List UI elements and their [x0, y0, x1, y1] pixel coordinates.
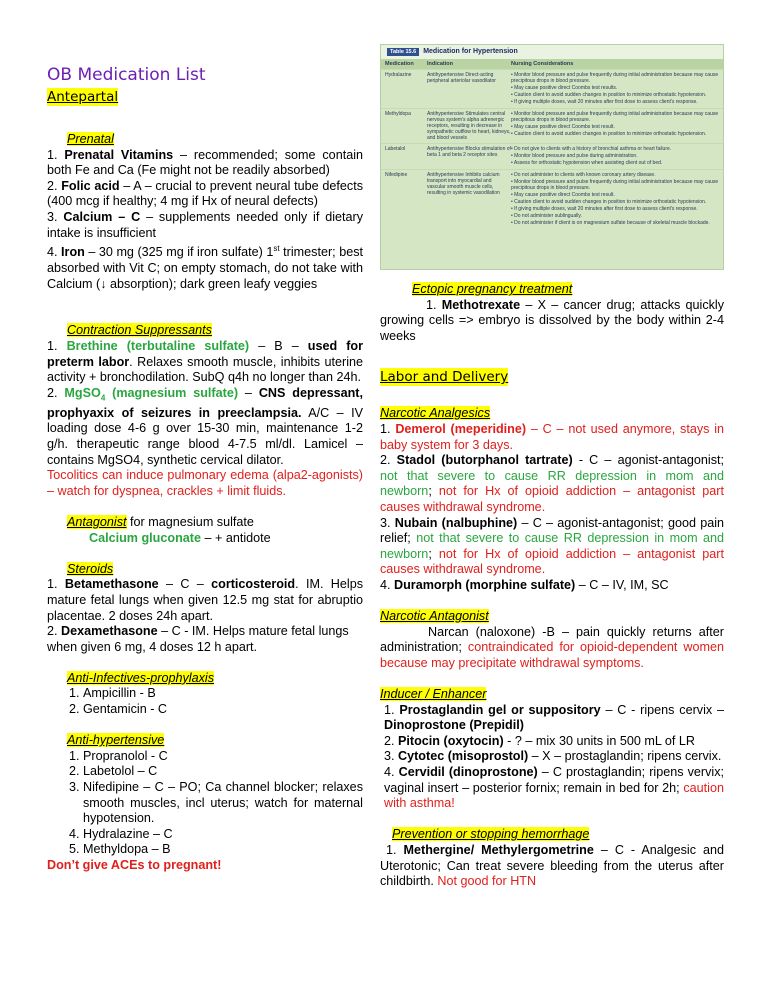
- list-item: 5. Methyldopa – B: [83, 842, 363, 858]
- steroids-item-2: 2. Dexamethasone – C - IM. Helps mature fetal lungs when given 6 mg, 4 doses 12 h apart.: [47, 624, 349, 654]
- inducer-item-4: 4. Cervidil (dinoprostone) – C prostaglandin; ripens vervix; vaginal insert – posterior fornix; remain in bed for 2h; caution with asthma!: [384, 765, 724, 811]
- inducer-item-3: 3. Cytotec (misoprostol) – X – prostaglandin; ripens cervix.: [384, 749, 722, 764]
- header-narcotic-antagonist: Narcotic Antagonist: [380, 609, 489, 624]
- section-antepartal: Antepartal: [47, 89, 119, 105]
- prenatal-item-3: 3. Calcium – C – supplements needed only if dietary intake is insufficient: [47, 209, 363, 240]
- contraction-item-1: 1. Brethine (terbutaline sulfate) – B – used for preterm labor. Relaxes smooth muscle, inhibits uterine activity + bronchodilation. SubQ q4h no longer than 24h.: [47, 338, 364, 385]
- list-item: 2. Gentamicin - C: [83, 702, 363, 718]
- narcotic-item-3: 3. Nubain (nalbuphine) – C – agonist-antagonist; good pain relief; not that severe to cause RR depression in mom and newborn; not for Hx of opioid addiction – antagonist part causes withdrawal syndrome.: [380, 515, 725, 577]
- header-narcotic: Narcotic Analgesics: [380, 406, 491, 421]
- steroids-item-1: 1. Betamethasone – C – corticosteroid. IM. Helps mature fetal lungs when given 12.5 mg stat for abruptio placentae. 2 doses 24h apart.: [47, 577, 363, 623]
- list-item: 1. Propranolol - C: [83, 749, 363, 765]
- tocolytics-warning: Tocolitics can induce pulmonary edema (alpa2-agonists) – watch for dyspnea, crackles + limit fluids.: [47, 468, 363, 498]
- header-anti-infectives: Anti-Infectives-prophylaxis: [67, 670, 214, 685]
- antagonist-item: Calcium gluconate – + antidote: [89, 530, 271, 545]
- list-item: 3. Nifedipine – C – PO; Ca channel blocker; relaxes smooth muscles, incl uterus; watch for maternal hypotension.: [83, 780, 363, 827]
- header-steroids: Steroids: [67, 561, 114, 576]
- narcotic-item-1: 1. Demerol (meperidine) – C – not used anymore, stays in baby system for 3 days.: [380, 421, 725, 452]
- section-labor-delivery: Labor and Delivery: [380, 369, 509, 386]
- header-hemorrhage: Prevention or stopping hemorrhage: [392, 827, 590, 842]
- prenatal-item-1: 1. Prenatal Vitamins – recommended; some contain both Fe and Ca (Fe might not be readily absorbed): [47, 147, 363, 178]
- right-column: [380, 44, 724, 890]
- prenatal-item-2: 2. Folic acid – A – crucial to prevent neural tube defects (400 mcg if healthy; 4 mg if Hx of neural defects): [47, 178, 364, 209]
- left-column: [47, 64, 363, 874]
- inducer-item-2: 2. Pitocin (oxytocin) - ? – mix 30 units in 500 mL of LR: [384, 733, 696, 748]
- narcan-item: Narcan (naloxone) -B – pain quickly returns after administration; contraindicated for opioid-dependent women because may precipitate withdrawal symptoms.: [380, 624, 724, 670]
- narcotic-item-2: 2. Stadol (butorphanol tartrate) - C – agonist-antagonist; not that severe to cause RR depression in mom and newborn; not for Hx of opioid addiction – antagonist part causes withdrawal syndrome.: [380, 453, 725, 514]
- antagonist-header-line: Antagonist for magnesium sulfate: [67, 514, 254, 529]
- anti-hypertensive-list: [47, 749, 363, 858]
- header-prenatal: Prenatal: [67, 132, 114, 146]
- header-inducer: Inducer / Enhancer: [380, 687, 487, 702]
- table-row: Nifedipine Antihypertensive Inhibits calcium transport into myocardial and vascular smooth muscle cells, resulting in systemic vasodilation • Do not administer to clients with known coronary artery disease. • Monitor blood pressure and pulse frequently during initial administration because may cause precipitous drops in blood pressure. • May cause positive direct Coombs test result. • Caution client to avoid sudden changes in position to minimize orthostatic hypotension. • If giving multiple doses, wait 20 minutes after first dose to assess client's response. • Do not administer sublingually. • Do not administer if client is on magnesium sulfate because of skeletal muscle blockade.: [381, 169, 723, 229]
- header-ectopic: Ectopic pregnancy treatment: [412, 282, 573, 296]
- list-item: 2. Labetolol – C: [83, 764, 363, 780]
- anti-infectives-list: [47, 686, 363, 717]
- table-row: Labetalol Antihypertensive Blocks stimulation of beta 1 and beta 2 receptor sites • Do not give to clients with a history of bronchial asthma or heart failure. • Monitor blood pressure and pulse during administration. • Assess for orthostatic hypotension when assisting client out of bed.: [381, 143, 723, 169]
- table-caption: Medication for Hypertension: [423, 48, 518, 55]
- table-row: Hydralazine Antihypertensive Direct-acting peripheral arteriolar vasodilator • Monitor blood pressure and pulse frequently during initial administration because may cause precipitous drops in blood pressure. • May cause positive direct Coombs test results. • Caution client to avoid sudden changes in position to minimize orthostatic hypotension. • If giving multiple doses, wait 20 minutes after first dose to assess client's response.: [381, 69, 723, 108]
- list-item: 1. Ampicillin - B: [83, 686, 363, 702]
- hemorrhage-item: 1. Methergine/ Methylergometrine – C - Analgesic and Uterotonic; Can treat severe bleeding from the uterus after childbirth. Not good for HTN: [380, 843, 725, 889]
- page-title: OB Medication List: [47, 65, 206, 85]
- header-contraction: Contraction Suppressants: [67, 323, 212, 338]
- prenatal-item-4: 4. Iron – 30 mg (325 mg if iron sulfate) 1st trimester; best absorbed with Vit C; on empty stomach, do not take with Calcium (↓ absorption); dark green leafy veggies: [47, 244, 363, 291]
- ectopic-item: 1. Methotrexate – X – cancer drug; attacks quickly growing cells => embryo is dissolved by the body within 2-4 weeks: [380, 297, 725, 343]
- table-tag: Table 15.6: [387, 48, 419, 56]
- table-row: Methyldopa Antihypertensive Stimulates central nervous system's alpha adrenergic receptors, resulting in decrease in sympathetic outflow to heart, kidneys, and blood vessels • Monitor blood pressure and pulse frequently during initial administration because may cause precipitous drops in blood pressure. • May cause positive direct Coombs test result. • Caution client to avoid sudden changes in position to minimize orthostatic hypotension.: [381, 108, 723, 143]
- contraction-item-2: 2. MgSO$_4$ (magnesium sulfate) – CNS depressant, prophyaxix of seizures in preeclampsia. A/C – IV loading dose 4-6 g over 15-30 min, maintenance 1-2 g/h. therapeutic range blood 4-7.5 ml/dl. Lamicel – contains MgSO4, synthetic cervical dilator.: [47, 385, 364, 467]
- hypertension-table-image: [380, 44, 724, 270]
- ace-warning: Don’t give ACEs to pregnant!: [47, 858, 222, 873]
- arrow-down-icon: ↓: [100, 276, 107, 291]
- narcotic-item-4: 4. Duramorph (morphine sulfate) – C – IV, IM, SC: [380, 577, 669, 592]
- table-header: Medication Indication Nursing Considerations: [381, 59, 723, 69]
- header-anti-hypertensive: Anti-hypertensive: [67, 733, 165, 748]
- inducer-item-1: 1. Prostaglandin gel or suppository – C - ripens cervix – Dinoprostone (Prepidil): [384, 702, 725, 733]
- list-item: 4. Hydralazine – C: [83, 827, 363, 843]
